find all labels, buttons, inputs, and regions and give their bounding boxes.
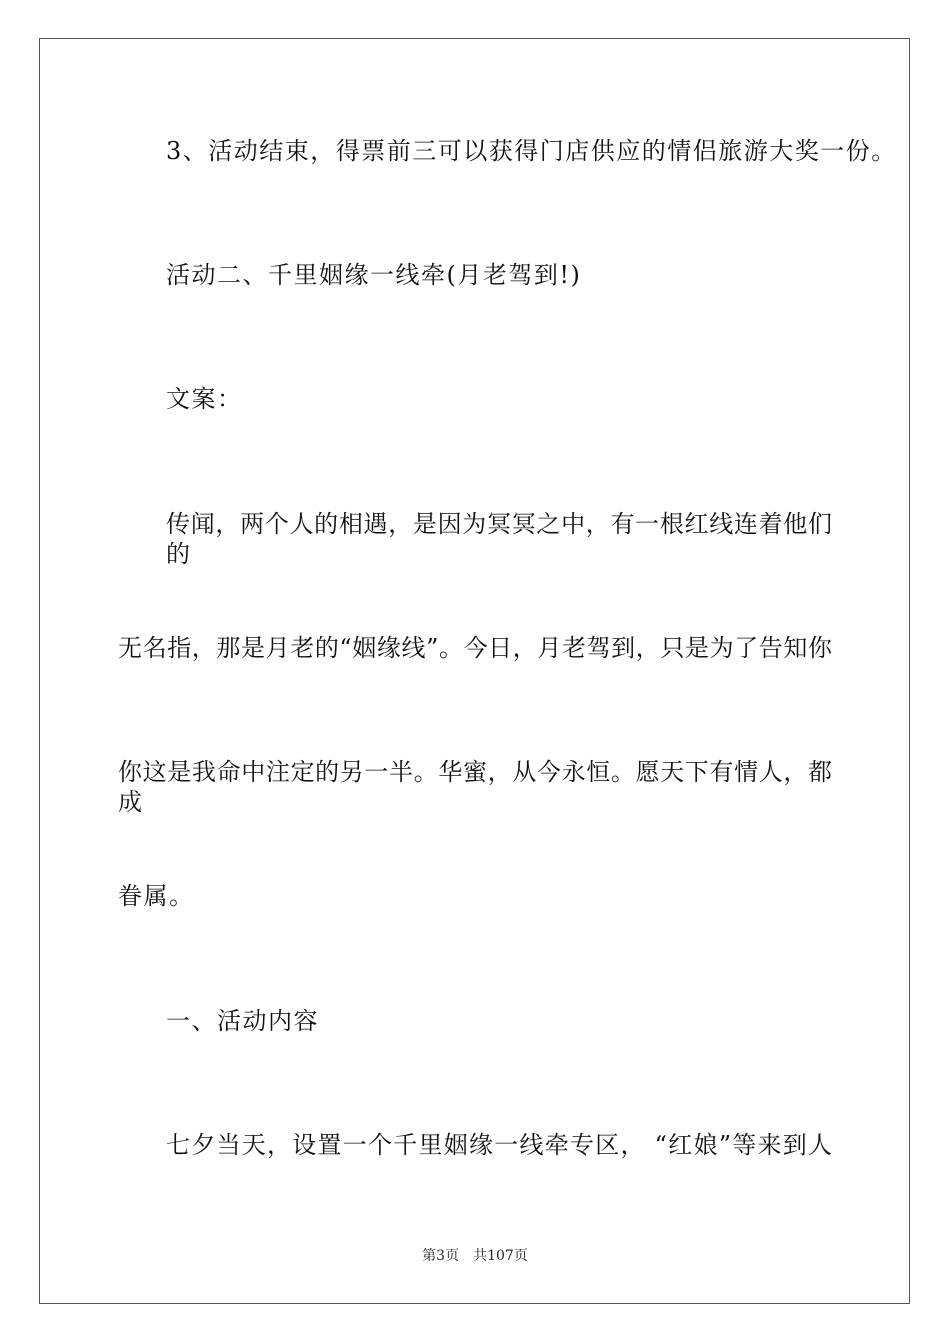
page-total: 共107页: [473, 1248, 528, 1264]
text-line-3: 文案：: [166, 385, 243, 413]
text-line-5: 无名指，那是月老的“姻缘线”。今日，月老驾到，只是为了告知你: [118, 634, 832, 662]
section-heading: 一、活动内容: [166, 1007, 319, 1035]
page-border: [39, 38, 910, 1304]
page-footer: [0, 1247, 950, 1265]
text-line-9: 七夕当天，设置一个千里姻缘一线牵专区， “红娘”等来到人: [166, 1131, 832, 1159]
page-number: 第3页: [422, 1248, 460, 1264]
text-line-6: 你这是我命中注定的另一半。华蜜，从今永恒。愿天下有情人，都成: [118, 758, 832, 816]
text-line-7: 眷属。: [118, 882, 195, 910]
text-line-1: 3、活动结束，得票前三可以获得门店供应的情侣旅游大奖一份。: [166, 137, 897, 165]
text-line-2: 活动二、千里姻缘一线牵(月老驾到!): [166, 261, 582, 289]
text-line-4: 传闻，两个人的相遇，是因为冥冥之中，有一根红线连着他们的: [166, 510, 832, 568]
